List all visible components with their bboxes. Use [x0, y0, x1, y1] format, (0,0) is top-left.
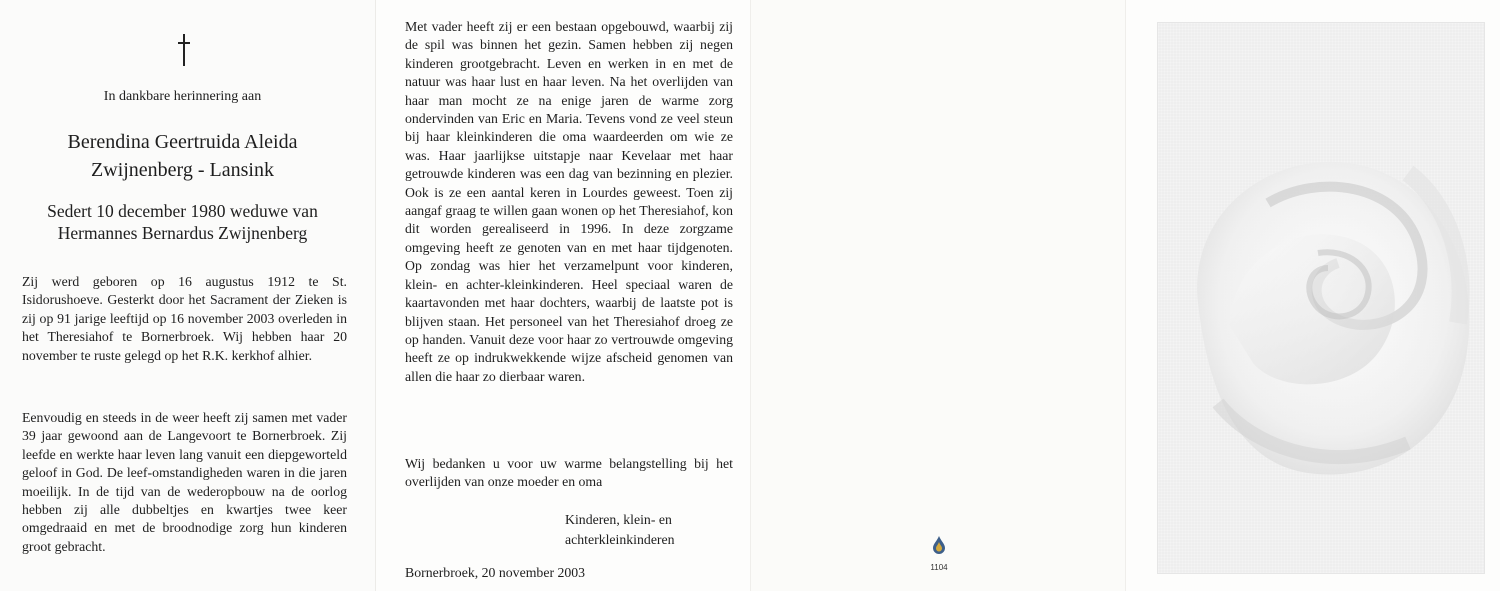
name-line-1: Berendina Geertruida Aleida	[67, 131, 298, 153]
back-panel	[750, 0, 1126, 591]
printer-code: 1104	[930, 563, 948, 572]
photo-panel	[1125, 0, 1500, 591]
signature-line-1: Kinderen, klein- en	[565, 512, 672, 527]
deceased-name	[0, 128, 365, 184]
place-date: Bornerbroek, 20 november 2003	[405, 565, 586, 580]
white-rose-photo	[1157, 22, 1485, 574]
name-line-2: Zwijnenberg - Lansink	[91, 159, 274, 181]
biography-paragraph-1: Zij werd geboren op 16 augustus 1912 te St. Isidorushoeve. Gesterkt door het Sacrament der Zieken is zij op 91 jarige leeftijd op 16 november 2003 overleden in het Theresiahof te Bornerbroek. Wij hebben haar 20 november te ruste gelegd op het R.K. kerkhof alhier.	[22, 274, 347, 363]
drop-emblem-icon	[932, 536, 946, 554]
widow-text	[0, 200, 365, 244]
signature-line-2: achterkleinkinderen	[565, 532, 675, 547]
life-story-paragraph: Met vader heeft zij er een bestaan opgebouwd, waarbij zij de spil was binnen het gezin. Samen hebben zij negen kinderen grootgebracht. Leven en werken in en met de natuur was haar lust en haar leven. Na het overlijden van haar man mocht ze na enige jaren de warme zorg ondervinden van Eric en Maria. Tevens vond ze veel steun bij haar kleinkinderen die oma waardeerden om wie ze was. Haar jaarlijkse uitstapje naar Kevelaar met haar getrouwde kinderen was een dag van bezinning en plezier. Ook is ze een aantal keren in Lourdes geweest. Toen zij aangaf graag te willen gaan wonen op het Theresiahof, kon dit worden gerealiseerd in 1996. In deze zorgzame omgeving heeft ze genoten van en met haar tijdgenoten. Op zondag was hier het verzamelpunt voor kinderen, klein- en achter-kleinkinderen. Heel speciaal waren de kaartavonden met haar dochters, waarbij de laatste pot is blijven staan. Het personeel van het Theresiahof droeg ze op handen. Vanuit deze voor haar zo vertrouwde omgeving heeft ze op indrukwekkende wijze afscheid genomen van allen die haar zo dierbaar waren.	[405, 19, 733, 384]
signature	[565, 510, 675, 550]
widow-line-1: Sedert 10 december 1980 weduwe van	[47, 201, 318, 221]
front-panel	[0, 0, 375, 591]
cross-icon	[183, 34, 185, 66]
rose-illustration	[1158, 23, 1484, 573]
thanks-paragraph: Wij bedanken u voor uw warme belangstelling bij het overlijden van onze moeder en oma	[405, 456, 733, 490]
inside-panel	[375, 0, 751, 591]
intro-text: In dankbare herinnering aan	[103, 89, 262, 104]
widow-line-2: Hermannes Bernardus Zwijnenberg	[57, 223, 308, 243]
biography-paragraph-2: Eenvoudig en steeds in de weer heeft zij samen met vader 39 jaar gewoond aan de Langevoort te Bornerbroek. Zij leefde en werkte haar leven lang vanuit een diepgeworteld geloof in God. De leef-omstandigheden waren in die jaren moeilijk. In de tijd van de wederopbouw na de oorlog hebben zij alle dubbeltjes en kwartjes twee keer omgedraaid en met de broodnodige zorg hun kinderen groot gebracht.	[22, 410, 347, 554]
